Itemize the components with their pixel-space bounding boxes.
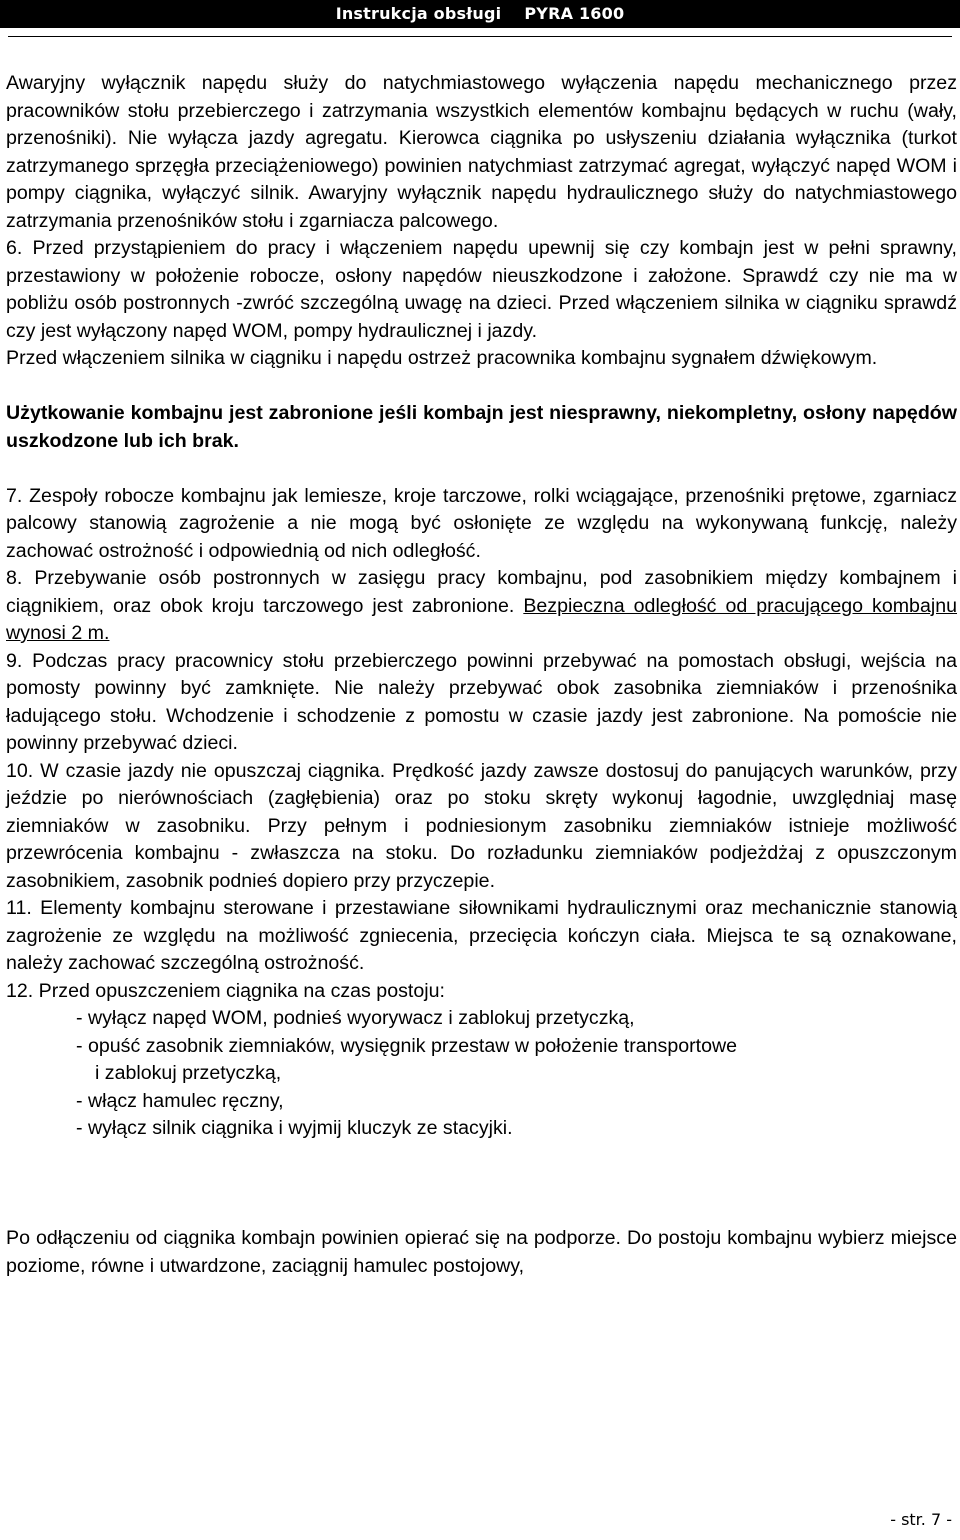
paragraph-8 xyxy=(6,565,957,648)
paragraph-6-warning-signal: Przed włączeniem silnika w ciągniku i napędu ostrzeż pracownika kombajnu sygnałem dźwiękowym. xyxy=(6,347,878,369)
header-divider xyxy=(8,36,952,37)
paragraph-6: 6. Przed przystąpieniem do pracy i włączeniem napędu upewnij się czy kombajn jest w pełni sprawny, przestawiony w położenie robocze, osłony napędów nieuszkodzone i założone. Sprawdź czy nie ma w pobliżu osób postronnych -zwróć szczególną uwagę na dzieci. Przed włączeniem silnika w ciągniku sprawdź czy jest wyłączony napęd WOM, pompy hydraulicznej i jazdy. xyxy=(6,237,957,342)
list-item: - wyłącz napęd WOM, podnieś wyorywacz i zablokuj przetyczką, xyxy=(76,1007,635,1029)
list-item-continuation: i zablokuj przetyczką, xyxy=(95,1062,282,1084)
paragraph-7: 7. Zespoły robocze kombajnu jak lemiesze, kroje tarczowe, rolki wciągające, przenośniki prętowe, zgarniacz palcowy stanowią zagrożenie a nie mogą być osłonięte ze względu na wykonywaną funkcję, należy zachować ostrożność i odpowiednią od nich odległość. xyxy=(6,484,957,562)
paragraph-8-text: 8. Przebywanie osób postronnych w zasięgu pracy kombajnu, pod zasobnikiem między kombajnem i ciągnikiem, oraz obok kroju tarczowego jest zabronione. xyxy=(6,567,957,617)
bold-warning: Użytkowanie kombajnu jest zabronione jeśli kombajn jest niesprawny, niekompletny, osłony napędów uszkodzone lub ich brak. xyxy=(6,402,957,452)
document-header xyxy=(0,0,960,28)
document-body xyxy=(6,70,957,1280)
paragraph-12-intro: 12. Przed opuszczeniem ciągnika na czas postoju: xyxy=(6,979,445,1002)
paragraph-emergency-switch: Awaryjny wyłącznik napędu służy do natychmiastowego wyłączenia napędu mechanicznego przez pracowników stołu przebierczego i zatrzymania wszystkich elementów kombajnu będących w ruchu (wały, przenośniki). Nie wyłącza jazdy agregatu. Kierowca ciągnika po usłyszeniu działania wyłącznika (turkot zatrzymanego sprzęgła przeciążeniowego) powinien natychmiast zatrzymać agregat, wyłączyć napęd WOM i pompy ciągnika, wyłączyć silnik. Awaryjny wyłącznik napędu hydraulicznego służy do natychmiastowego zatrzymania przenośników stołu i zgarniacza palcowego. xyxy=(6,72,957,232)
page-number: - str. 7 - xyxy=(890,1510,952,1529)
spacer xyxy=(6,1143,957,1226)
spacer xyxy=(6,373,957,401)
header-title: Instrukcja obsługi PYRA 1600 xyxy=(335,4,625,23)
paragraph-10: 10. W czasie jazdy nie opuszczaj ciągnika. Prędkość jazdy zawsze dostosuj do panujących warunków, przy jeździe po nierównościach (zagłębienia) oraz po stoku skręty wykonuj łagodnie, uwzględniaj masę ziemniaków w zasobniku. Przy pełnym i podniesionym zasobniku ziemniaków istnieje możliwość przewrócenia kombajnu - zwłaszcza na stoku. Do rozładunku ziemniaków podjeżdżaj z opuszczonym zasobnikiem, zasobnik podnieś dopiero przy przyczepie. xyxy=(6,759,957,892)
safe-distance-underlined: Bezpieczna odległość od pracującego kombajnu wynosi 2 m. xyxy=(6,594,957,644)
paragraph-final: Po odłączeniu od ciągnika kombajn powinien opierać się na podporze. Do postoju kombajnu wybierz miejsce poziome, równe i utwardzone, zaciągnij hamulec postojowy, xyxy=(6,1227,957,1277)
list-item: - włącz hamulec ręczny, xyxy=(76,1089,284,1112)
paragraph-9: 9. Podczas pracy pracownicy stołu przebierczego powinni przebywać na pomostach obsługi, wejścia na pomosty powinny być zamknięte. Nie należy przebywać obok zasobnika ziemniaków i przenośnika ładującego stołu. Wchodzenie i schodzenie z pomostu w czasie jazdy jest zabronione. Na pomoście nie powinny przebywać dzieci. xyxy=(6,649,957,754)
list-item: - wyłącz silnik ciągnika i wyjmij kluczyk ze stacyjki. xyxy=(76,1117,513,1139)
spacer xyxy=(6,455,957,483)
paragraph-11: 11. Elementy kombajnu sterowane i przestawiane siłownikami hydraulicznymi oraz mechanicznie stanowią zagrożenie ze względu na możliwość zgniecenia, przecięcia kończyn ciała. Miejsca te są oznakowane, należy zachować szczególną ostrożność. xyxy=(6,897,957,974)
list-item: - opuść zasobnik ziemniaków, wysięgnik przestaw w położenie transportowe xyxy=(76,1034,738,1057)
